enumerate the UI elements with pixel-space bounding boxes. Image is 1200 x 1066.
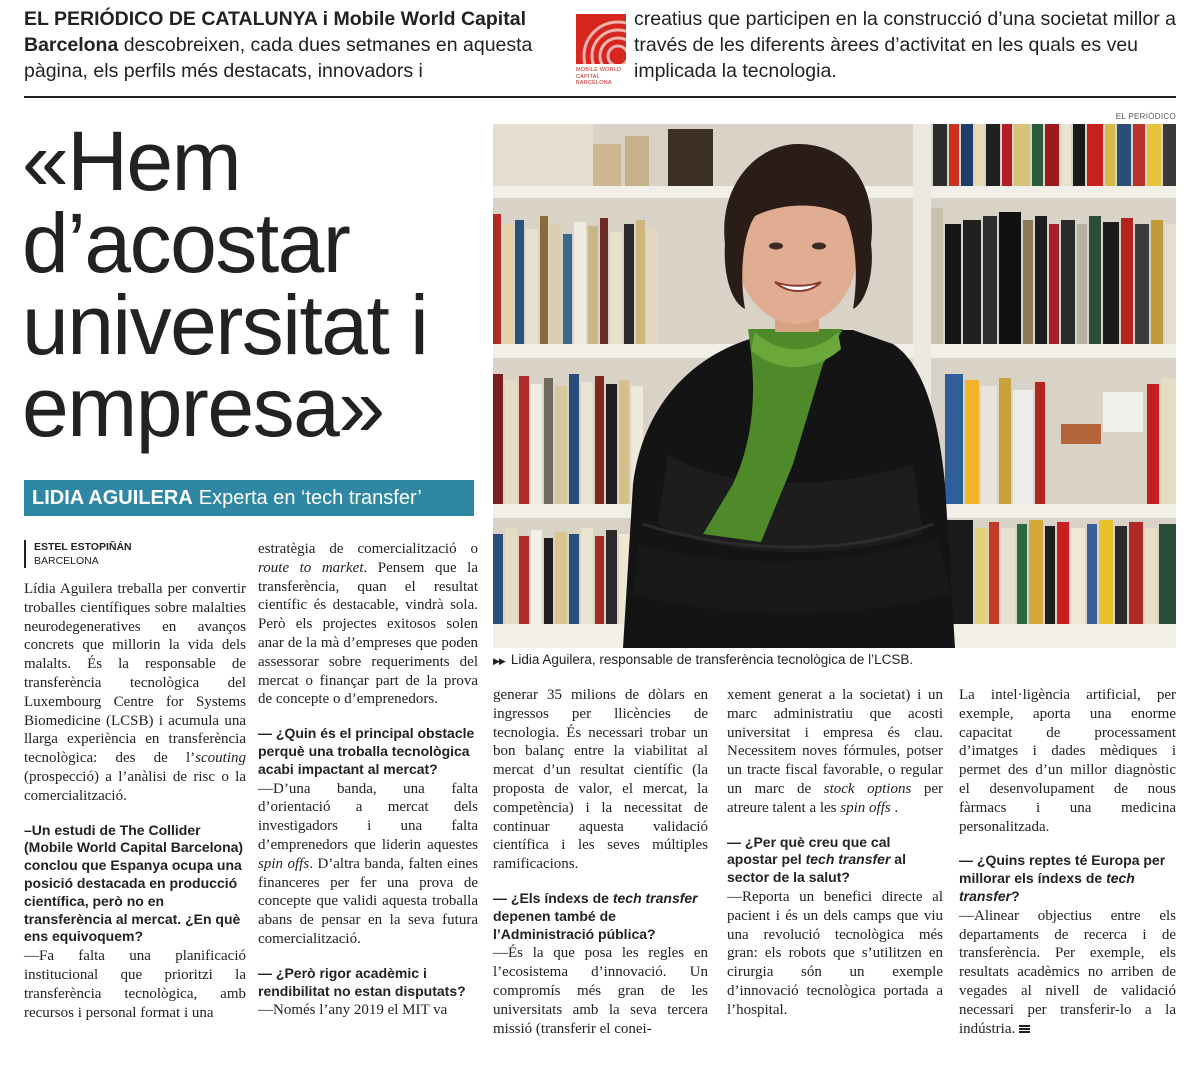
question-1: –Un estudi de The Collider (Mobile World Capital Barcelona) conclou que Espanya ocupa una posició destacada en producció científica, però no en transferència al mercat. ¿En què ens equivoquem? — [24, 821, 244, 945]
banner-intro-text: descobreixen, cada dues setmanes en aquesta pàgina, els perfils més destacats, innovadors i — [24, 34, 533, 82]
article-column-2 — [258, 540, 478, 1020]
a2-start: —D’una banda, una falta d’orientació a mercat dels investigadors i una falta d’emprenedors que liderin aquestes — [258, 780, 478, 853]
interviewee-name: LIDIA AGUILERA — [32, 487, 193, 509]
byline-place: BARCELONA — [34, 555, 99, 567]
a2-end: . D’altra banda, falten eines financeres per fer una prova de concepte que validi aquesta troballa abans de pensar en la seva futura comercialització. — [258, 855, 478, 947]
article-column-4 — [727, 686, 943, 1020]
photo-caption — [493, 652, 1176, 667]
article-column-3 — [493, 686, 708, 1038]
q4-start: — ¿Els índexs de — [493, 889, 613, 906]
a4-cont-end: . — [890, 799, 899, 816]
logo-caption: MOBILE WORLD CAPITAL BARCELONA — [576, 67, 622, 86]
end-of-article-icon — [1019, 1025, 1030, 1033]
question-2: — ¿Quin és el principal obstacle perquè una troballa tecnològica acabi impactant al mercat? — [258, 725, 475, 777]
article-intro — [24, 580, 246, 806]
intro-text: Lídia Aguilera treballa per convertir troballes científiques sobre malalties neurodegeneratives en avanços concrets que millorin la vida dels malalts. És la responsable de transferència tecnològica del Luxembourg Centre for Systems Biomedicine (LCSB) i acumula una llarga experiència en transferència tecnològica: des de l’ — [24, 581, 246, 767]
portrait-illustration — [493, 124, 1176, 648]
answer-4: —És la que posa les regles en l’ecosistema d’innovació. Un compromís més gran de les universitats amb la seva tercera missió (transferir el conei- — [493, 945, 708, 1037]
a1-cont-italic: route to market — [258, 559, 364, 576]
byline — [24, 540, 246, 568]
answer-3-continued: generar 35 milions de dòlars en ingressos per llicències de tecnologia. És necessari trobar un bon balanç entre la viabilitat al mercat d’un resultat científic (la proposta de valor, el mercat, la competència) i la necessitat de continuar aquesta validació científica i les seves múltiples ramificacions. — [493, 687, 708, 873]
q4-italic: tech transfer — [612, 889, 698, 906]
q5-end: al sector de la salut? — [727, 851, 906, 886]
banner-intro-right: creatius que participen en la construcció d’una societat millor a través de les diferents àrees d’activitat en les quals es veu implicada la tecnologia. — [634, 8, 1176, 82]
question-3: — ¿Però rigor acadèmic i rendibilitat no estan disputats? — [258, 964, 466, 999]
a4-cont-mid: per atreure talent a les — [727, 780, 944, 816]
question-5 — [727, 834, 943, 887]
answer-2 — [258, 780, 478, 949]
q6-italic: tech transfer — [959, 870, 1135, 904]
answer-5-continued: La intel·ligència artificial, per exemple, aporta una enorme capacitat de processament d’imatges i dades mèdiques i permet des d’un millor diagnòstic el desenvolupament de nous fàrmacs i una medicina personalitzada. — [959, 687, 1176, 835]
q4-end: depenen també de l’Administració pública? — [493, 907, 656, 942]
headline: «Hem d’acostar universitat i empresa» — [22, 114, 428, 454]
article-column-1 — [24, 540, 246, 1022]
mobile-world-capital-logo — [576, 14, 626, 92]
a4-cont-italic-2: spin offs — [840, 799, 891, 816]
top-banner — [24, 6, 1176, 90]
intro-end: (prospecció) a l’anàlisi de risc o la comercialització. — [24, 768, 246, 804]
caption-text: Lidia Aguilera, responsable de transferència tecnològica de l’LCSB. — [510, 652, 914, 667]
a6-text: —Alinear objectius entre els departaments de recerca i de transferència. Per exemple, els resultats acadèmics no arriben de vegades al nivell de validació necessari per transferir-lo a la indústria. — [959, 907, 1176, 1037]
banner-brand-text: EL PERIÓDICO DE CATALUNYA i Mobile World Capital Barcelona — [24, 8, 526, 56]
caption-arrows-icon: ▶▶ — [493, 656, 505, 666]
q6-start: — ¿Quins reptes té Europa per millorar els índexs de — [959, 852, 1166, 887]
logo-arcs-icon — [576, 14, 626, 64]
a2-italic: spin offs — [258, 855, 310, 872]
banner-intro-left — [24, 6, 566, 84]
q6-end: ? — [1011, 887, 1020, 904]
answer-5: —Reporta un benefici directe al pacient i és un dels camps que viu una revolució tecnològica més gran: els robots que s’utilitzen en cirurgia són un exemple d’innovació tecnològica portada a l’hospital. — [727, 888, 943, 1018]
banner-divider — [24, 96, 1176, 98]
portrait-photo — [493, 124, 1176, 648]
answer-6 — [959, 907, 1176, 1039]
question-6 — [959, 852, 1176, 905]
q5-italic: tech transfer — [805, 851, 891, 868]
a1-cont-end: . Pensem que la transferència, quan el resultat científic és destacable, vindrà sola. Però els projectes exitosos solen anar de la mà d’empreses que poden assessorar sobre requeriments del mercat o finançar part de la prova de concepte o d’emprenedors. — [258, 559, 478, 708]
answer-3: —Només l’any 2019 el MIT va — [258, 1002, 448, 1019]
logo-mark — [576, 14, 626, 64]
photo-credit: EL PERIÓDICO — [1115, 112, 1176, 121]
a4-cont-italic-1: stock options — [823, 780, 912, 797]
answer-1-continued — [258, 540, 478, 709]
byline-author: ESTEL ESTOPIÑÁN — [34, 541, 132, 553]
interviewee-bar — [24, 480, 474, 516]
intro-italic: scouting — [195, 750, 246, 767]
q5-start: — ¿Per què creu que cal apostar pel — [727, 833, 891, 868]
answer-4-continued — [727, 686, 943, 818]
answer-1: —Fa falta una planificació institucional que prioritzi la transferència tecnològica, amb recursos i personal format i una — [24, 948, 246, 1021]
interviewee-role: Experta en ‘tech transfer’ — [198, 487, 422, 509]
article-column-5 — [959, 686, 1176, 1038]
a1-cont-start: estratègia de comercialització o — [258, 541, 478, 557]
question-4 — [493, 890, 708, 943]
a4-cont-start: xement generat a la societat) i un marc administratiu que acosti universitat i empresa és clau. Necessitem noves fórmules, potser un tracte fiscal favorable, o regular un marc de — [727, 687, 943, 797]
